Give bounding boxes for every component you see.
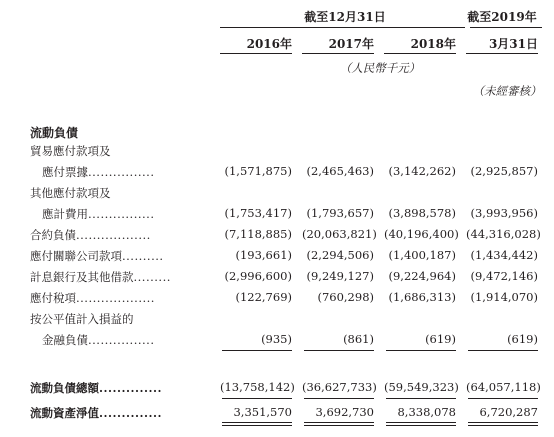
cell-value: (7,118,885) xyxy=(224,227,292,241)
total-rule xyxy=(222,398,292,399)
subtotal-rule xyxy=(386,350,456,351)
cell-value: (3,142,262) xyxy=(388,164,456,178)
cell-value: (44,316,028) xyxy=(466,227,541,241)
row-label: 應付票據................ xyxy=(42,165,155,179)
year-underline-2018 xyxy=(384,53,456,54)
header-rule-annual xyxy=(220,27,465,28)
header-year-2017: 2017年 xyxy=(328,37,374,51)
cell-value: (20,063,821) xyxy=(302,227,377,241)
cell-value: (2,925,857) xyxy=(470,164,538,178)
unit-label: （人民幣千元） xyxy=(339,61,421,75)
cell-value: (3,898,578) xyxy=(388,206,456,220)
subtotal-rule xyxy=(304,350,374,351)
row-label: 應付稅項................... xyxy=(30,291,155,305)
row-label: 計息銀行及其他借款......... xyxy=(30,270,171,284)
cell-value: (3,993,956) xyxy=(470,206,538,220)
total-value: (59,549,323) xyxy=(384,380,459,394)
cell-value: (9,249,127) xyxy=(306,269,374,283)
cell-value: (1,686,313) xyxy=(388,290,456,304)
total-rule xyxy=(304,398,374,399)
unaudited-label: （未經審核） xyxy=(472,84,542,98)
double-rule-bottom xyxy=(468,425,538,426)
cell-value: (1,434,442) xyxy=(470,248,538,262)
header-year-2018: 2018年 xyxy=(410,37,456,51)
cell-value: (619) xyxy=(425,332,456,346)
subtotal-rule xyxy=(222,350,292,351)
net-value: 6,720,287 xyxy=(479,405,538,419)
double-rule-bottom xyxy=(222,425,292,426)
net-value: 3,692,730 xyxy=(315,405,374,419)
year-underline-interim xyxy=(466,53,538,54)
row-label: 金融負債................ xyxy=(42,333,155,347)
header-year-2016: 2016年 xyxy=(246,37,292,51)
double-rule-top xyxy=(468,422,538,423)
cell-value: (9,224,964) xyxy=(388,269,456,283)
year-underline-2017 xyxy=(302,53,374,54)
total-current-liabilities-label: 流動負債總額.............. xyxy=(30,381,163,395)
subtotal-rule xyxy=(468,350,538,351)
header-date-interim: 3月31日 xyxy=(488,37,538,51)
cell-value: (1,400,187) xyxy=(388,248,456,262)
header-group-interim: 截至2019年 xyxy=(467,10,537,24)
cell-value: (122,769) xyxy=(235,290,292,304)
double-rule-top xyxy=(386,422,456,423)
cell-value: (2,294,506) xyxy=(306,248,374,262)
section-title: 流動負債 xyxy=(30,126,79,140)
cell-value: (861) xyxy=(343,332,374,346)
cell-value: (193,661) xyxy=(235,248,292,262)
row-label: 按公平值計入損益的 xyxy=(30,312,134,326)
row-label: 其他應付款項及 xyxy=(30,186,111,200)
row-label: 應付關聯公司款項.......... xyxy=(30,249,164,263)
total-value: (36,627,733) xyxy=(302,380,377,394)
net-value: 8,338,078 xyxy=(397,405,456,419)
total-rule xyxy=(386,398,456,399)
cell-value: (1,793,657) xyxy=(306,206,374,220)
net-current-assets-label: 流動資產淨值.............. xyxy=(30,406,163,420)
cell-value: (619) xyxy=(507,332,538,346)
header-rule-interim xyxy=(470,27,542,28)
row-label: 合約負債.................. xyxy=(30,228,151,242)
double-rule-top xyxy=(222,422,292,423)
header-group-annual: 截至12月31日 xyxy=(304,10,386,24)
cell-value: (760,298) xyxy=(317,290,374,304)
net-value: 3,351,570 xyxy=(233,405,292,419)
total-rule xyxy=(468,398,538,399)
cell-value: (1,571,875) xyxy=(224,164,292,178)
cell-value: (1,914,070) xyxy=(470,290,538,304)
double-rule-bottom xyxy=(386,425,456,426)
row-label: 應計費用................ xyxy=(42,207,155,221)
cell-value: (935) xyxy=(261,332,292,346)
cell-value: (40,196,400) xyxy=(384,227,459,241)
cell-value: (1,753,417) xyxy=(224,206,292,220)
double-rule-bottom xyxy=(304,425,374,426)
cell-value: (9,472,146) xyxy=(470,269,538,283)
year-underline-2016 xyxy=(220,53,292,54)
cell-value: (2,996,600) xyxy=(224,269,292,283)
total-value: (64,057,118) xyxy=(466,380,541,394)
double-rule-top xyxy=(304,422,374,423)
total-value: (13,758,142) xyxy=(220,380,295,394)
row-label: 貿易應付款項及 xyxy=(30,144,111,158)
cell-value: (2,465,463) xyxy=(306,164,374,178)
